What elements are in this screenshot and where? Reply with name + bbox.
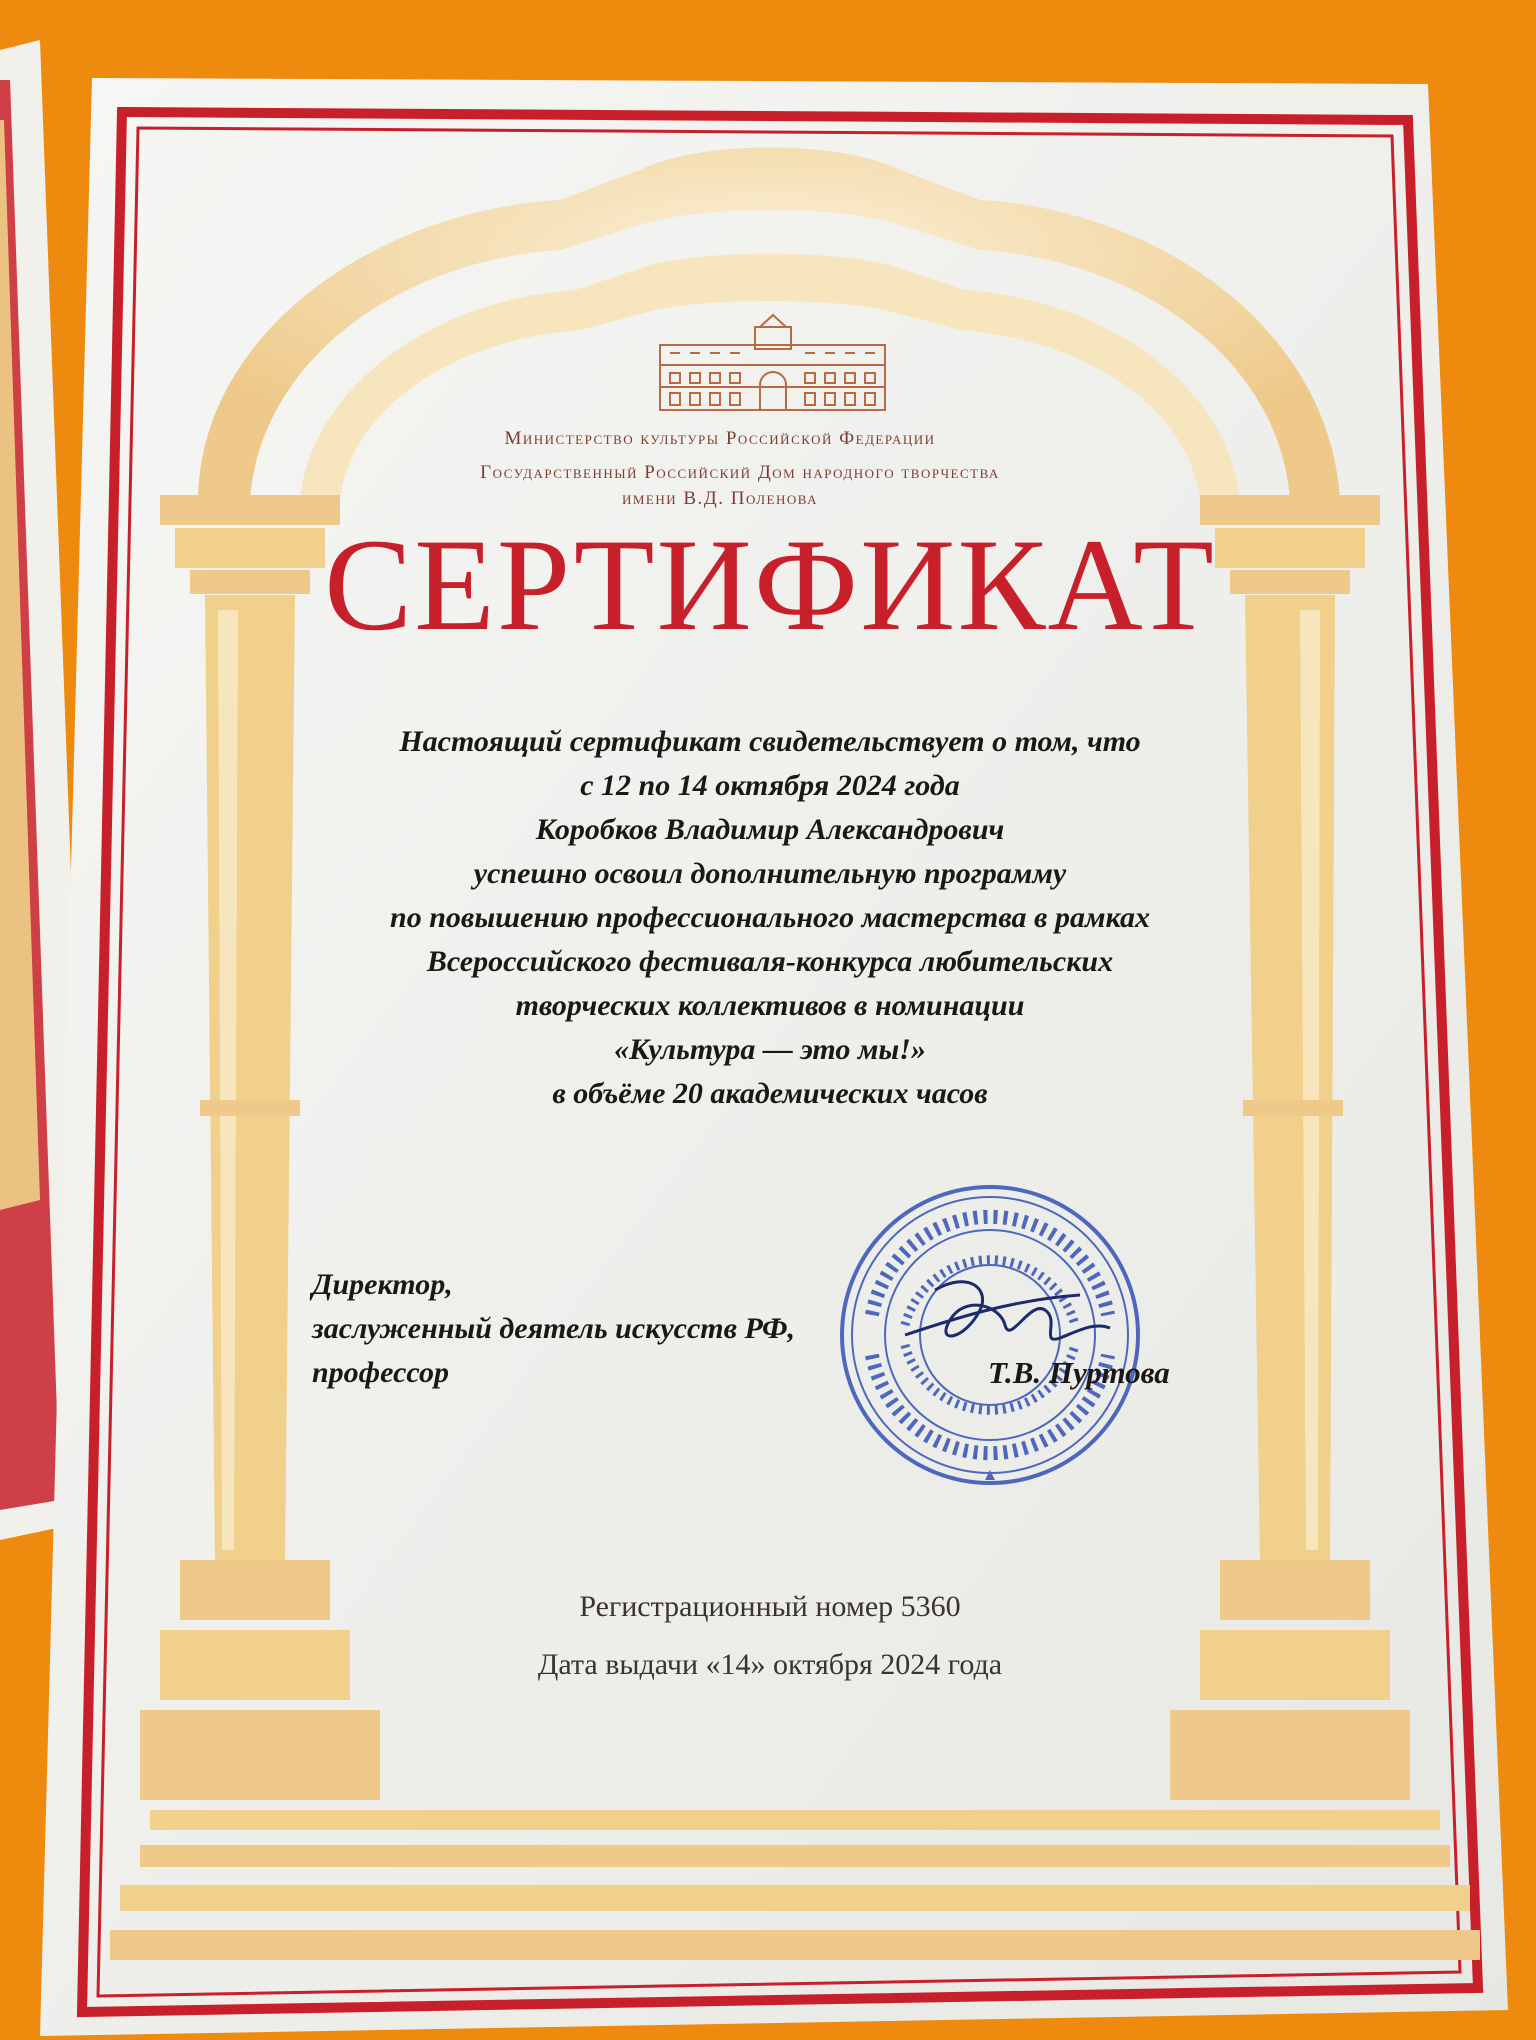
signatory-name: Т.В. Пуртова: [988, 1355, 1170, 1390]
left-capital: [160, 495, 340, 525]
floor-band-3: [120, 1885, 1470, 1911]
right-base: [1220, 1560, 1370, 1620]
issue-date: Дата выдачи «14» октября 2024 года: [537, 1648, 1003, 1681]
nomination-name: «Культура — это мы!»: [614, 1033, 926, 1066]
body-line-purpose: по повышению профессионального мастерства в рамках: [390, 901, 1150, 934]
floor-band-4: [110, 1930, 1480, 1960]
floor-band-1: [150, 1810, 1440, 1830]
floor-band-2: [140, 1845, 1450, 1867]
institution-header: Государственный Российский Дом народного творчества: [480, 462, 1000, 483]
right-capital: [1200, 495, 1380, 525]
signatory-position-professor: профессор: [312, 1356, 449, 1389]
body-line-dates: с 12 по 14 октября 2024 года: [580, 769, 960, 802]
body-line-intro: Настоящий сертификат свидетельствует о том, что: [399, 725, 1141, 758]
signatory-position-director: Директор,: [312, 1268, 453, 1301]
signatory-position-title: заслуженный деятель искусств РФ,: [312, 1312, 796, 1345]
body-line-hours: в объёме 20 академических часов: [552, 1077, 988, 1110]
institution-name: имени В.Д. Поленова: [621, 488, 819, 509]
left-base: [180, 1560, 330, 1620]
body-line-festival: Всероссийского фестиваля-конкурса любительских: [426, 945, 1114, 978]
body-line-nomination: творческих коллективов в номинации: [515, 989, 1025, 1022]
body-line-program: успешно освоил дополнительную программу: [473, 857, 1067, 890]
certificate-title: СЕРТИФИКАТ: [324, 511, 1216, 658]
recipient-name: Коробков Владимир Александрович: [535, 813, 1005, 846]
registration-number: Регистрационный номер 5360: [579, 1590, 961, 1623]
ministry-header: Министерство культуры Российской Федерации: [504, 428, 936, 449]
